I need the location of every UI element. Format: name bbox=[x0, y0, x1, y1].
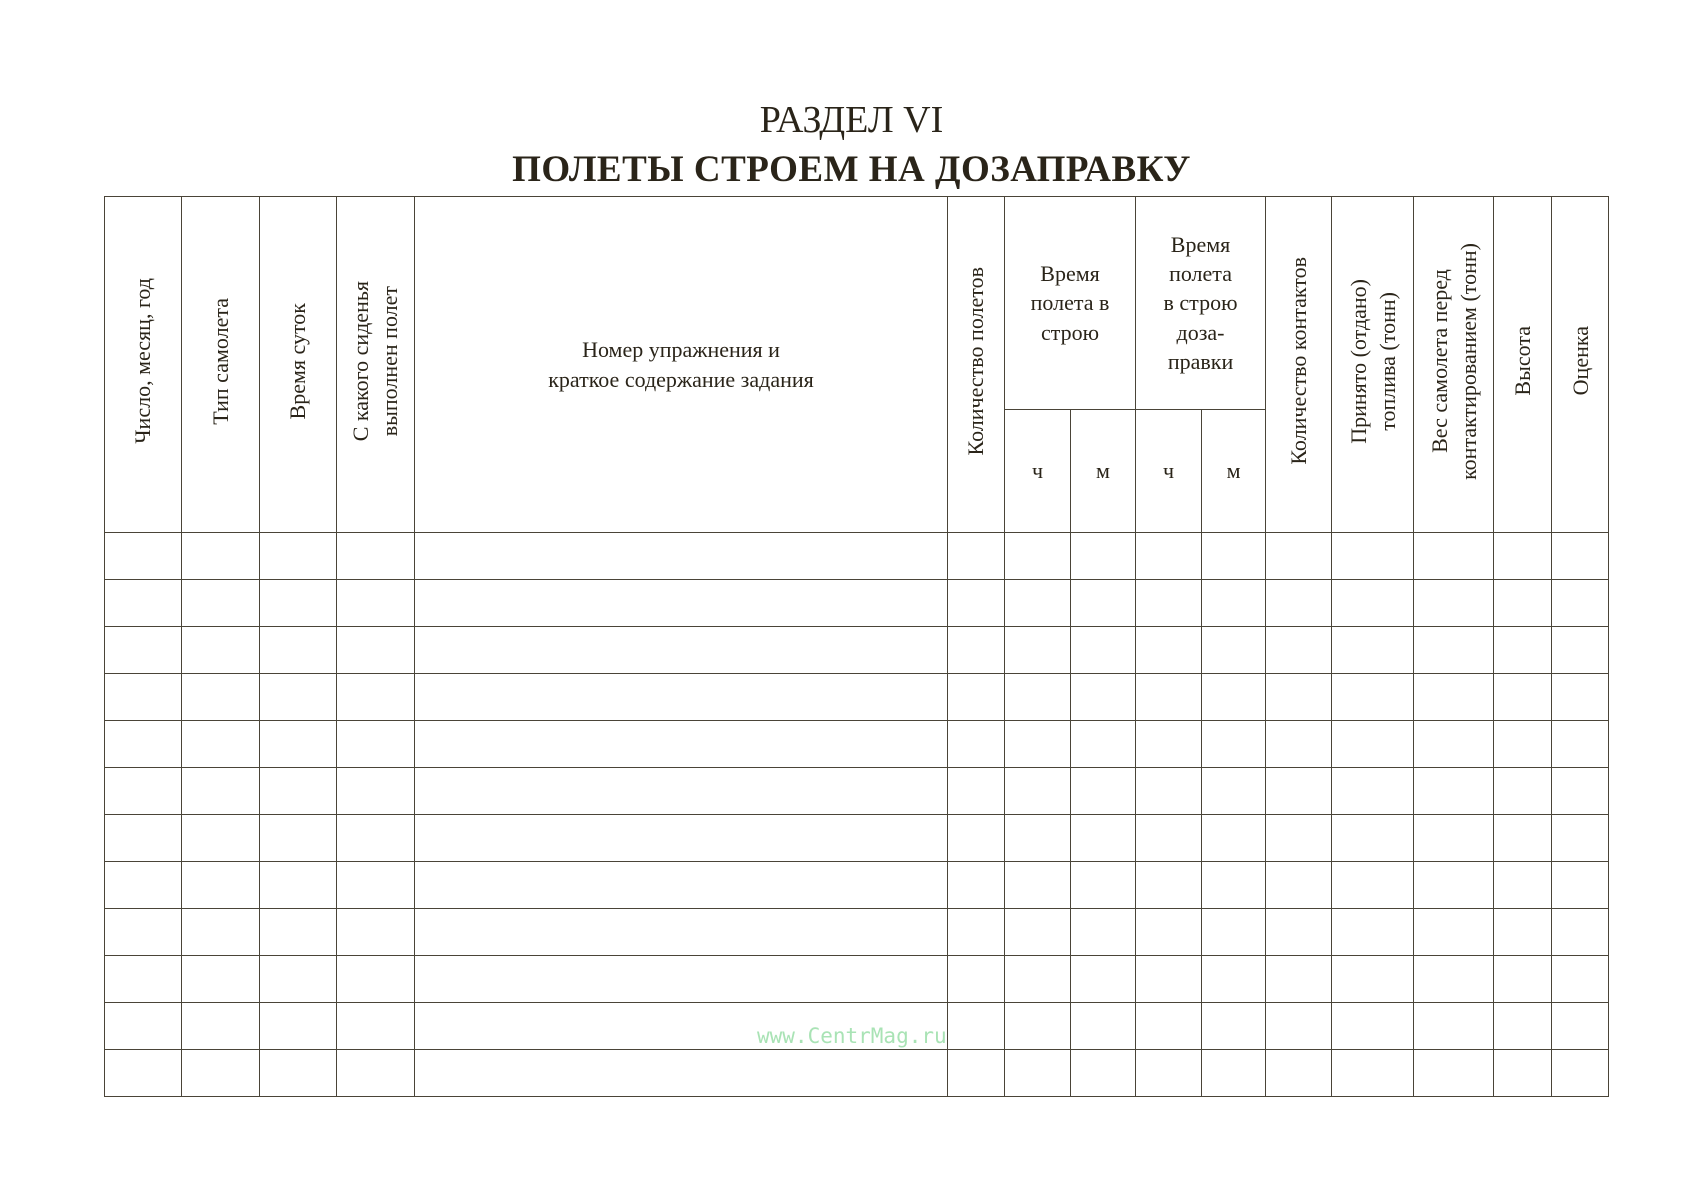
table-cell[interactable] bbox=[1332, 721, 1414, 768]
table-cell[interactable] bbox=[105, 580, 182, 627]
table-cell[interactable] bbox=[1266, 956, 1332, 1003]
table-cell[interactable] bbox=[1414, 956, 1494, 1003]
table-cell[interactable] bbox=[1332, 956, 1414, 1003]
table-cell[interactable] bbox=[415, 674, 948, 721]
table-cell[interactable] bbox=[1005, 1050, 1071, 1097]
table-cell[interactable] bbox=[337, 721, 415, 768]
table-cell[interactable] bbox=[1266, 1050, 1332, 1097]
table-cell[interactable] bbox=[1332, 1050, 1414, 1097]
table-cell[interactable] bbox=[1332, 533, 1414, 580]
table-cell[interactable] bbox=[1005, 815, 1071, 862]
refueling-formation-flights-table bbox=[104, 196, 1609, 1097]
table-cell[interactable] bbox=[1266, 862, 1332, 909]
table-cell[interactable] bbox=[1494, 627, 1552, 674]
table-cell[interactable] bbox=[1005, 909, 1071, 956]
table-cell[interactable] bbox=[1414, 815, 1494, 862]
table-cell[interactable] bbox=[1332, 862, 1414, 909]
table-cell[interactable] bbox=[1552, 815, 1609, 862]
table-cell[interactable] bbox=[1494, 1050, 1552, 1097]
header-flights-count: Количество полетов bbox=[948, 197, 1005, 533]
table-row bbox=[105, 580, 1609, 627]
table-cell[interactable] bbox=[1202, 1003, 1266, 1050]
table-cell[interactable] bbox=[1071, 956, 1136, 1003]
header-refuel-formation-time: Время полета в строю доза- правки bbox=[1136, 197, 1266, 410]
table-cell[interactable] bbox=[1005, 768, 1071, 815]
table-cell[interactable] bbox=[1071, 580, 1136, 627]
header-exercise: Номер упражнения и краткое содержание задания bbox=[415, 197, 948, 533]
header-grade: Оценка bbox=[1552, 197, 1609, 533]
table-cell[interactable] bbox=[1552, 580, 1609, 627]
table-cell[interactable] bbox=[182, 533, 260, 580]
table-cell[interactable] bbox=[1266, 768, 1332, 815]
table-cell[interactable] bbox=[1202, 1050, 1266, 1097]
table-cell[interactable] bbox=[1005, 862, 1071, 909]
table-cell[interactable] bbox=[948, 909, 1005, 956]
table-cell[interactable] bbox=[948, 580, 1005, 627]
table-cell[interactable] bbox=[415, 815, 948, 862]
table-cell[interactable] bbox=[1494, 909, 1552, 956]
table-cell[interactable] bbox=[948, 862, 1005, 909]
table-cell[interactable] bbox=[182, 627, 260, 674]
table-cell[interactable] bbox=[105, 862, 182, 909]
table-cell[interactable] bbox=[260, 674, 337, 721]
table-cell[interactable] bbox=[1202, 956, 1266, 1003]
table-cell[interactable] bbox=[260, 721, 337, 768]
subheader-hours: ч bbox=[1136, 410, 1202, 533]
table-cell[interactable] bbox=[260, 862, 337, 909]
table-cell[interactable] bbox=[105, 1050, 182, 1097]
table-cell[interactable] bbox=[260, 956, 337, 1003]
table-cell[interactable] bbox=[337, 533, 415, 580]
table-cell[interactable] bbox=[260, 580, 337, 627]
table-row bbox=[105, 674, 1609, 721]
table-cell[interactable] bbox=[337, 580, 415, 627]
table-cell[interactable] bbox=[1552, 768, 1609, 815]
table-cell[interactable] bbox=[1266, 674, 1332, 721]
table-cell[interactable] bbox=[1136, 721, 1202, 768]
table-cell[interactable] bbox=[948, 815, 1005, 862]
table-cell[interactable] bbox=[415, 721, 948, 768]
table-cell[interactable] bbox=[1266, 909, 1332, 956]
table-cell[interactable] bbox=[1414, 768, 1494, 815]
table-cell[interactable] bbox=[260, 627, 337, 674]
table-cell[interactable] bbox=[1136, 862, 1202, 909]
table-cell[interactable] bbox=[1202, 909, 1266, 956]
table-cell[interactable] bbox=[182, 862, 260, 909]
table-cell[interactable] bbox=[1494, 956, 1552, 1003]
table-cell[interactable] bbox=[948, 533, 1005, 580]
table-cell[interactable] bbox=[1136, 815, 1202, 862]
table-cell[interactable] bbox=[105, 909, 182, 956]
table-cell[interactable] bbox=[337, 627, 415, 674]
table-cell[interactable] bbox=[948, 1050, 1005, 1097]
table-row bbox=[105, 909, 1609, 956]
table-cell[interactable] bbox=[1071, 1003, 1136, 1050]
table-cell[interactable] bbox=[337, 956, 415, 1003]
table-cell[interactable] bbox=[105, 815, 182, 862]
header-date: Число, месяц, год bbox=[105, 197, 182, 533]
table-cell[interactable] bbox=[948, 768, 1005, 815]
table-cell[interactable] bbox=[1136, 580, 1202, 627]
table-row bbox=[105, 956, 1609, 1003]
table-cell[interactable] bbox=[1552, 533, 1609, 580]
table-cell[interactable] bbox=[1005, 1003, 1071, 1050]
table-cell[interactable] bbox=[1136, 627, 1202, 674]
table-cell[interactable] bbox=[1552, 1003, 1609, 1050]
header-aircraft-type: Тип самолета bbox=[182, 197, 260, 533]
table-cell[interactable] bbox=[415, 768, 948, 815]
table-cell[interactable] bbox=[1136, 674, 1202, 721]
table-cell[interactable] bbox=[105, 533, 182, 580]
table-cell[interactable] bbox=[1414, 1050, 1494, 1097]
table-cell[interactable] bbox=[1552, 627, 1609, 674]
table-cell[interactable] bbox=[1552, 674, 1609, 721]
table-cell[interactable] bbox=[1332, 580, 1414, 627]
table-cell[interactable] bbox=[1005, 674, 1071, 721]
table-cell[interactable] bbox=[337, 1003, 415, 1050]
table-cell[interactable] bbox=[1266, 721, 1332, 768]
table-cell[interactable] bbox=[105, 627, 182, 674]
table-row bbox=[105, 721, 1609, 768]
table-cell[interactable] bbox=[1136, 1003, 1202, 1050]
header-time-of-day: Время суток bbox=[260, 197, 337, 533]
table-cell[interactable] bbox=[1494, 1003, 1552, 1050]
table-cell[interactable] bbox=[105, 768, 182, 815]
header-fuel: Принято (отдано) топлива (тонн) bbox=[1332, 197, 1414, 533]
table-cell[interactable] bbox=[1005, 627, 1071, 674]
table-row bbox=[105, 862, 1609, 909]
table-cell[interactable] bbox=[1202, 533, 1266, 580]
table-cell[interactable] bbox=[1414, 721, 1494, 768]
table-cell[interactable] bbox=[1005, 580, 1071, 627]
table-cell[interactable] bbox=[1552, 956, 1609, 1003]
table-cell[interactable] bbox=[1552, 721, 1609, 768]
subheader-minutes: м bbox=[1071, 410, 1136, 533]
table-row bbox=[105, 768, 1609, 815]
table-cell[interactable] bbox=[260, 768, 337, 815]
table-cell[interactable] bbox=[182, 1050, 260, 1097]
table-cell[interactable] bbox=[948, 1003, 1005, 1050]
table-row bbox=[105, 533, 1609, 580]
table-cell[interactable] bbox=[1414, 909, 1494, 956]
table-cell[interactable] bbox=[1414, 862, 1494, 909]
table-cell[interactable] bbox=[1202, 674, 1266, 721]
table-cell[interactable] bbox=[337, 768, 415, 815]
table-cell[interactable] bbox=[1494, 862, 1552, 909]
subheader-hours: ч bbox=[1005, 410, 1071, 533]
table-cell[interactable] bbox=[1202, 580, 1266, 627]
table-cell[interactable] bbox=[1266, 627, 1332, 674]
table-cell[interactable] bbox=[1414, 674, 1494, 721]
table-cell[interactable] bbox=[1071, 533, 1136, 580]
table-cell[interactable] bbox=[1332, 815, 1414, 862]
table-cell[interactable] bbox=[1202, 721, 1266, 768]
table-cell[interactable] bbox=[1414, 627, 1494, 674]
table-cell[interactable] bbox=[1332, 674, 1414, 721]
table-cell[interactable] bbox=[1552, 1050, 1609, 1097]
table-cell[interactable] bbox=[337, 1050, 415, 1097]
table-cell[interactable] bbox=[1414, 1003, 1494, 1050]
header-contacts-count: Количество контактов bbox=[1266, 197, 1332, 533]
table-cell[interactable] bbox=[105, 1003, 182, 1050]
table-row bbox=[105, 815, 1609, 862]
table-cell[interactable] bbox=[1414, 580, 1494, 627]
table-cell[interactable] bbox=[337, 862, 415, 909]
table-cell[interactable] bbox=[1071, 674, 1136, 721]
table-cell[interactable] bbox=[1332, 1003, 1414, 1050]
table-cell[interactable] bbox=[1071, 627, 1136, 674]
table-cell[interactable] bbox=[260, 533, 337, 580]
table-cell[interactable] bbox=[260, 1050, 337, 1097]
table-cell[interactable] bbox=[1552, 862, 1609, 909]
table-cell[interactable] bbox=[182, 1003, 260, 1050]
page-title: ПОЛЕТЫ СТРОЕМ НА ДОЗАПРАВКУ bbox=[512, 149, 1191, 190]
table-cell[interactable] bbox=[1332, 909, 1414, 956]
table-cell[interactable] bbox=[415, 862, 948, 909]
table-cell[interactable] bbox=[1005, 533, 1071, 580]
table-cell[interactable] bbox=[1494, 815, 1552, 862]
table-cell[interactable] bbox=[1202, 768, 1266, 815]
table-cell[interactable] bbox=[1005, 721, 1071, 768]
table-cell[interactable] bbox=[948, 721, 1005, 768]
table-cell[interactable] bbox=[415, 580, 948, 627]
table-row bbox=[105, 627, 1609, 674]
table-cell[interactable] bbox=[1136, 768, 1202, 815]
table-cell[interactable] bbox=[105, 721, 182, 768]
table-cell[interactable] bbox=[415, 1050, 948, 1097]
table-cell[interactable] bbox=[1071, 768, 1136, 815]
table-cell[interactable] bbox=[105, 956, 182, 1003]
table-cell[interactable] bbox=[1266, 533, 1332, 580]
table-cell[interactable] bbox=[1494, 674, 1552, 721]
header-altitude: Высота bbox=[1494, 197, 1552, 533]
table-cell[interactable] bbox=[1202, 627, 1266, 674]
table-cell[interactable] bbox=[415, 627, 948, 674]
table-cell[interactable] bbox=[182, 674, 260, 721]
table-cell[interactable] bbox=[1202, 862, 1266, 909]
table-cell[interactable] bbox=[1332, 627, 1414, 674]
table-cell[interactable] bbox=[1005, 956, 1071, 1003]
table-cell[interactable] bbox=[1266, 1003, 1332, 1050]
watermark: www.CentrMag.ru bbox=[757, 1024, 947, 1048]
table-cell[interactable] bbox=[415, 533, 948, 580]
table-cell[interactable] bbox=[337, 674, 415, 721]
table-cell[interactable] bbox=[105, 674, 182, 721]
table-cell[interactable] bbox=[1071, 721, 1136, 768]
table-cell[interactable] bbox=[182, 956, 260, 1003]
header-seat: С какого сиденья выполнен полет bbox=[337, 197, 415, 533]
table-cell[interactable] bbox=[1266, 580, 1332, 627]
table-cell[interactable] bbox=[1136, 1050, 1202, 1097]
table-cell[interactable] bbox=[1136, 909, 1202, 956]
table-cell[interactable] bbox=[260, 815, 337, 862]
table-cell[interactable] bbox=[1202, 815, 1266, 862]
table-cell[interactable] bbox=[415, 909, 948, 956]
table-cell[interactable] bbox=[182, 580, 260, 627]
table-cell[interactable] bbox=[1071, 909, 1136, 956]
table-cell[interactable] bbox=[1494, 580, 1552, 627]
table-cell[interactable] bbox=[1071, 1050, 1136, 1097]
table-cell[interactable] bbox=[415, 956, 948, 1003]
table-cell[interactable] bbox=[182, 768, 260, 815]
subheader-minutes: м bbox=[1202, 410, 1266, 533]
table-cell[interactable] bbox=[260, 909, 337, 956]
table-cell[interactable] bbox=[1071, 862, 1136, 909]
table-cell[interactable] bbox=[1136, 533, 1202, 580]
table-cell[interactable] bbox=[1552, 909, 1609, 956]
table-cell[interactable] bbox=[182, 909, 260, 956]
header-formation-time: Время полета в строю bbox=[1005, 197, 1136, 410]
table-cell[interactable] bbox=[948, 956, 1005, 1003]
table-cell[interactable] bbox=[948, 627, 1005, 674]
section-heading: РАЗДЕЛ VI bbox=[759, 99, 944, 141]
header-weight: Вес самолета перед контактированием (тонн) bbox=[1414, 197, 1494, 533]
table-cell[interactable] bbox=[1414, 533, 1494, 580]
table-cell[interactable] bbox=[1136, 956, 1202, 1003]
table-cell[interactable] bbox=[260, 1003, 337, 1050]
table-cell[interactable] bbox=[1266, 815, 1332, 862]
table-cell[interactable] bbox=[337, 815, 415, 862]
table-cell[interactable] bbox=[1494, 721, 1552, 768]
table-cell[interactable] bbox=[182, 815, 260, 862]
table-cell[interactable] bbox=[182, 721, 260, 768]
table-cell[interactable] bbox=[1071, 815, 1136, 862]
table-cell[interactable] bbox=[1332, 768, 1414, 815]
table-row bbox=[105, 1050, 1609, 1097]
table-cell[interactable] bbox=[1494, 768, 1552, 815]
table-cell[interactable] bbox=[948, 674, 1005, 721]
table-cell[interactable] bbox=[1494, 533, 1552, 580]
table-cell[interactable] bbox=[337, 909, 415, 956]
